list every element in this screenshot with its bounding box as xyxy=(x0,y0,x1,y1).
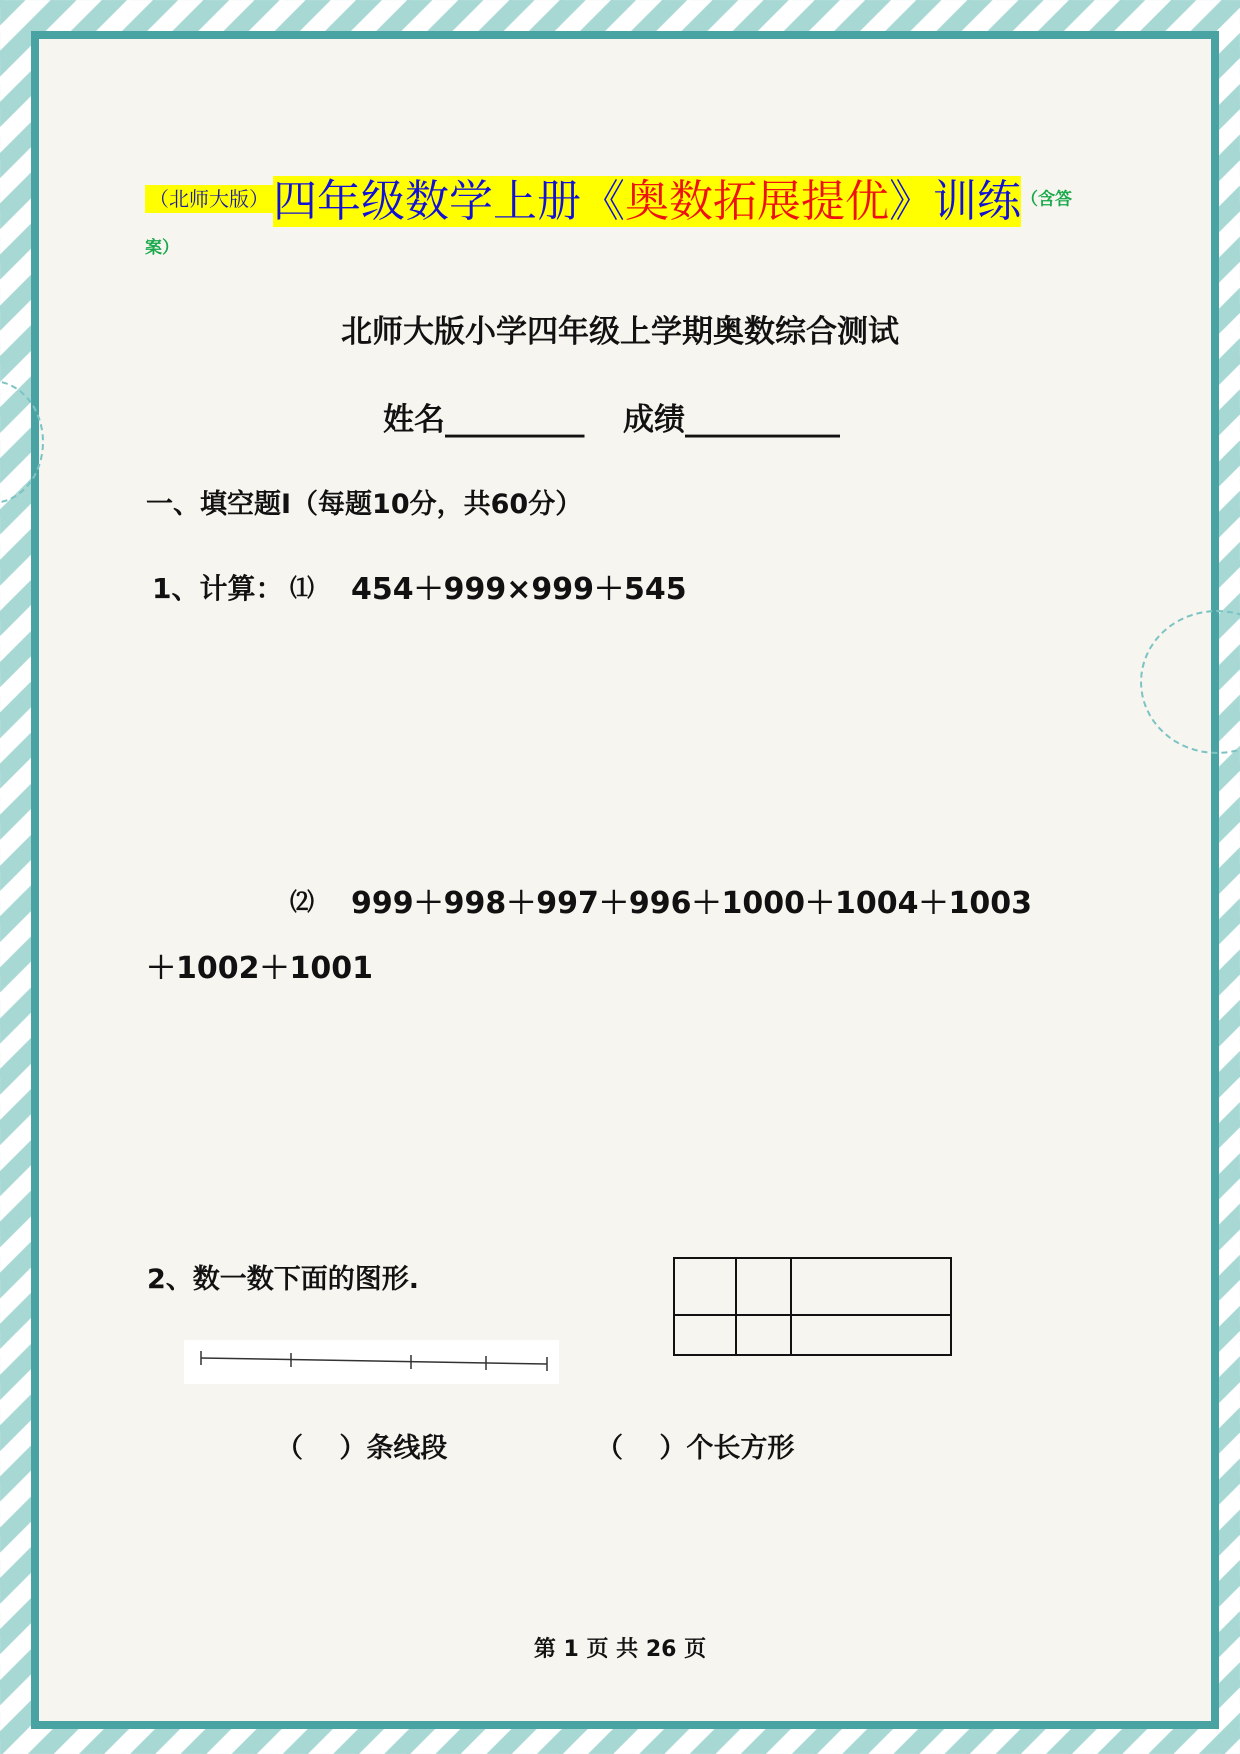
answer-line-segments: （ ）条线段 xyxy=(276,1433,448,1464)
question-1-part2-number: ⑵ xyxy=(290,888,314,916)
title-close: 》训练 xyxy=(889,176,1021,227)
question-1-part1-number: ⑴ xyxy=(290,574,314,602)
score-field: 成绩__________ xyxy=(623,402,840,438)
line-segment-diagram xyxy=(184,1340,559,1384)
rectangle-grid-diagram xyxy=(673,1257,953,1357)
document-title xyxy=(145,165,1072,229)
answer-note: （含答 xyxy=(1021,189,1072,210)
title-grade: 四年级数学上册 xyxy=(273,176,581,227)
answer-rectangles: （ ）个长方形 xyxy=(596,1433,795,1464)
question-1-label: 1、计算： xyxy=(152,572,284,605)
name-field: 姓名_________ xyxy=(383,402,585,438)
question-1-part1-expression: 454＋999×999＋545 xyxy=(351,572,687,607)
rectangle-figure xyxy=(673,1257,953,1361)
page-footer: 第 1 页 共 26 页 xyxy=(533,1637,707,1662)
edition-tag: （北师大版） xyxy=(145,185,273,213)
test-subtitle: 北师大版小学四年级上学期奥数综合测试 xyxy=(341,314,899,350)
line-segment-figure xyxy=(184,1340,559,1384)
section-heading: 一、填空题Ⅰ（每题10分，共60分） xyxy=(146,489,583,520)
title-highlight: 奥数拓展提优 xyxy=(625,176,889,227)
question-2-label: 2、数一数下面的图形. xyxy=(147,1264,420,1295)
title-open-bracket: 《 xyxy=(581,176,625,227)
answer-note-cont: 案） xyxy=(145,238,179,258)
question-1-part2-continuation: ＋1002＋1001 xyxy=(146,951,373,986)
question-1-part2-expression: 999＋998＋997＋996＋1000＋1004＋1003 xyxy=(351,886,1032,921)
